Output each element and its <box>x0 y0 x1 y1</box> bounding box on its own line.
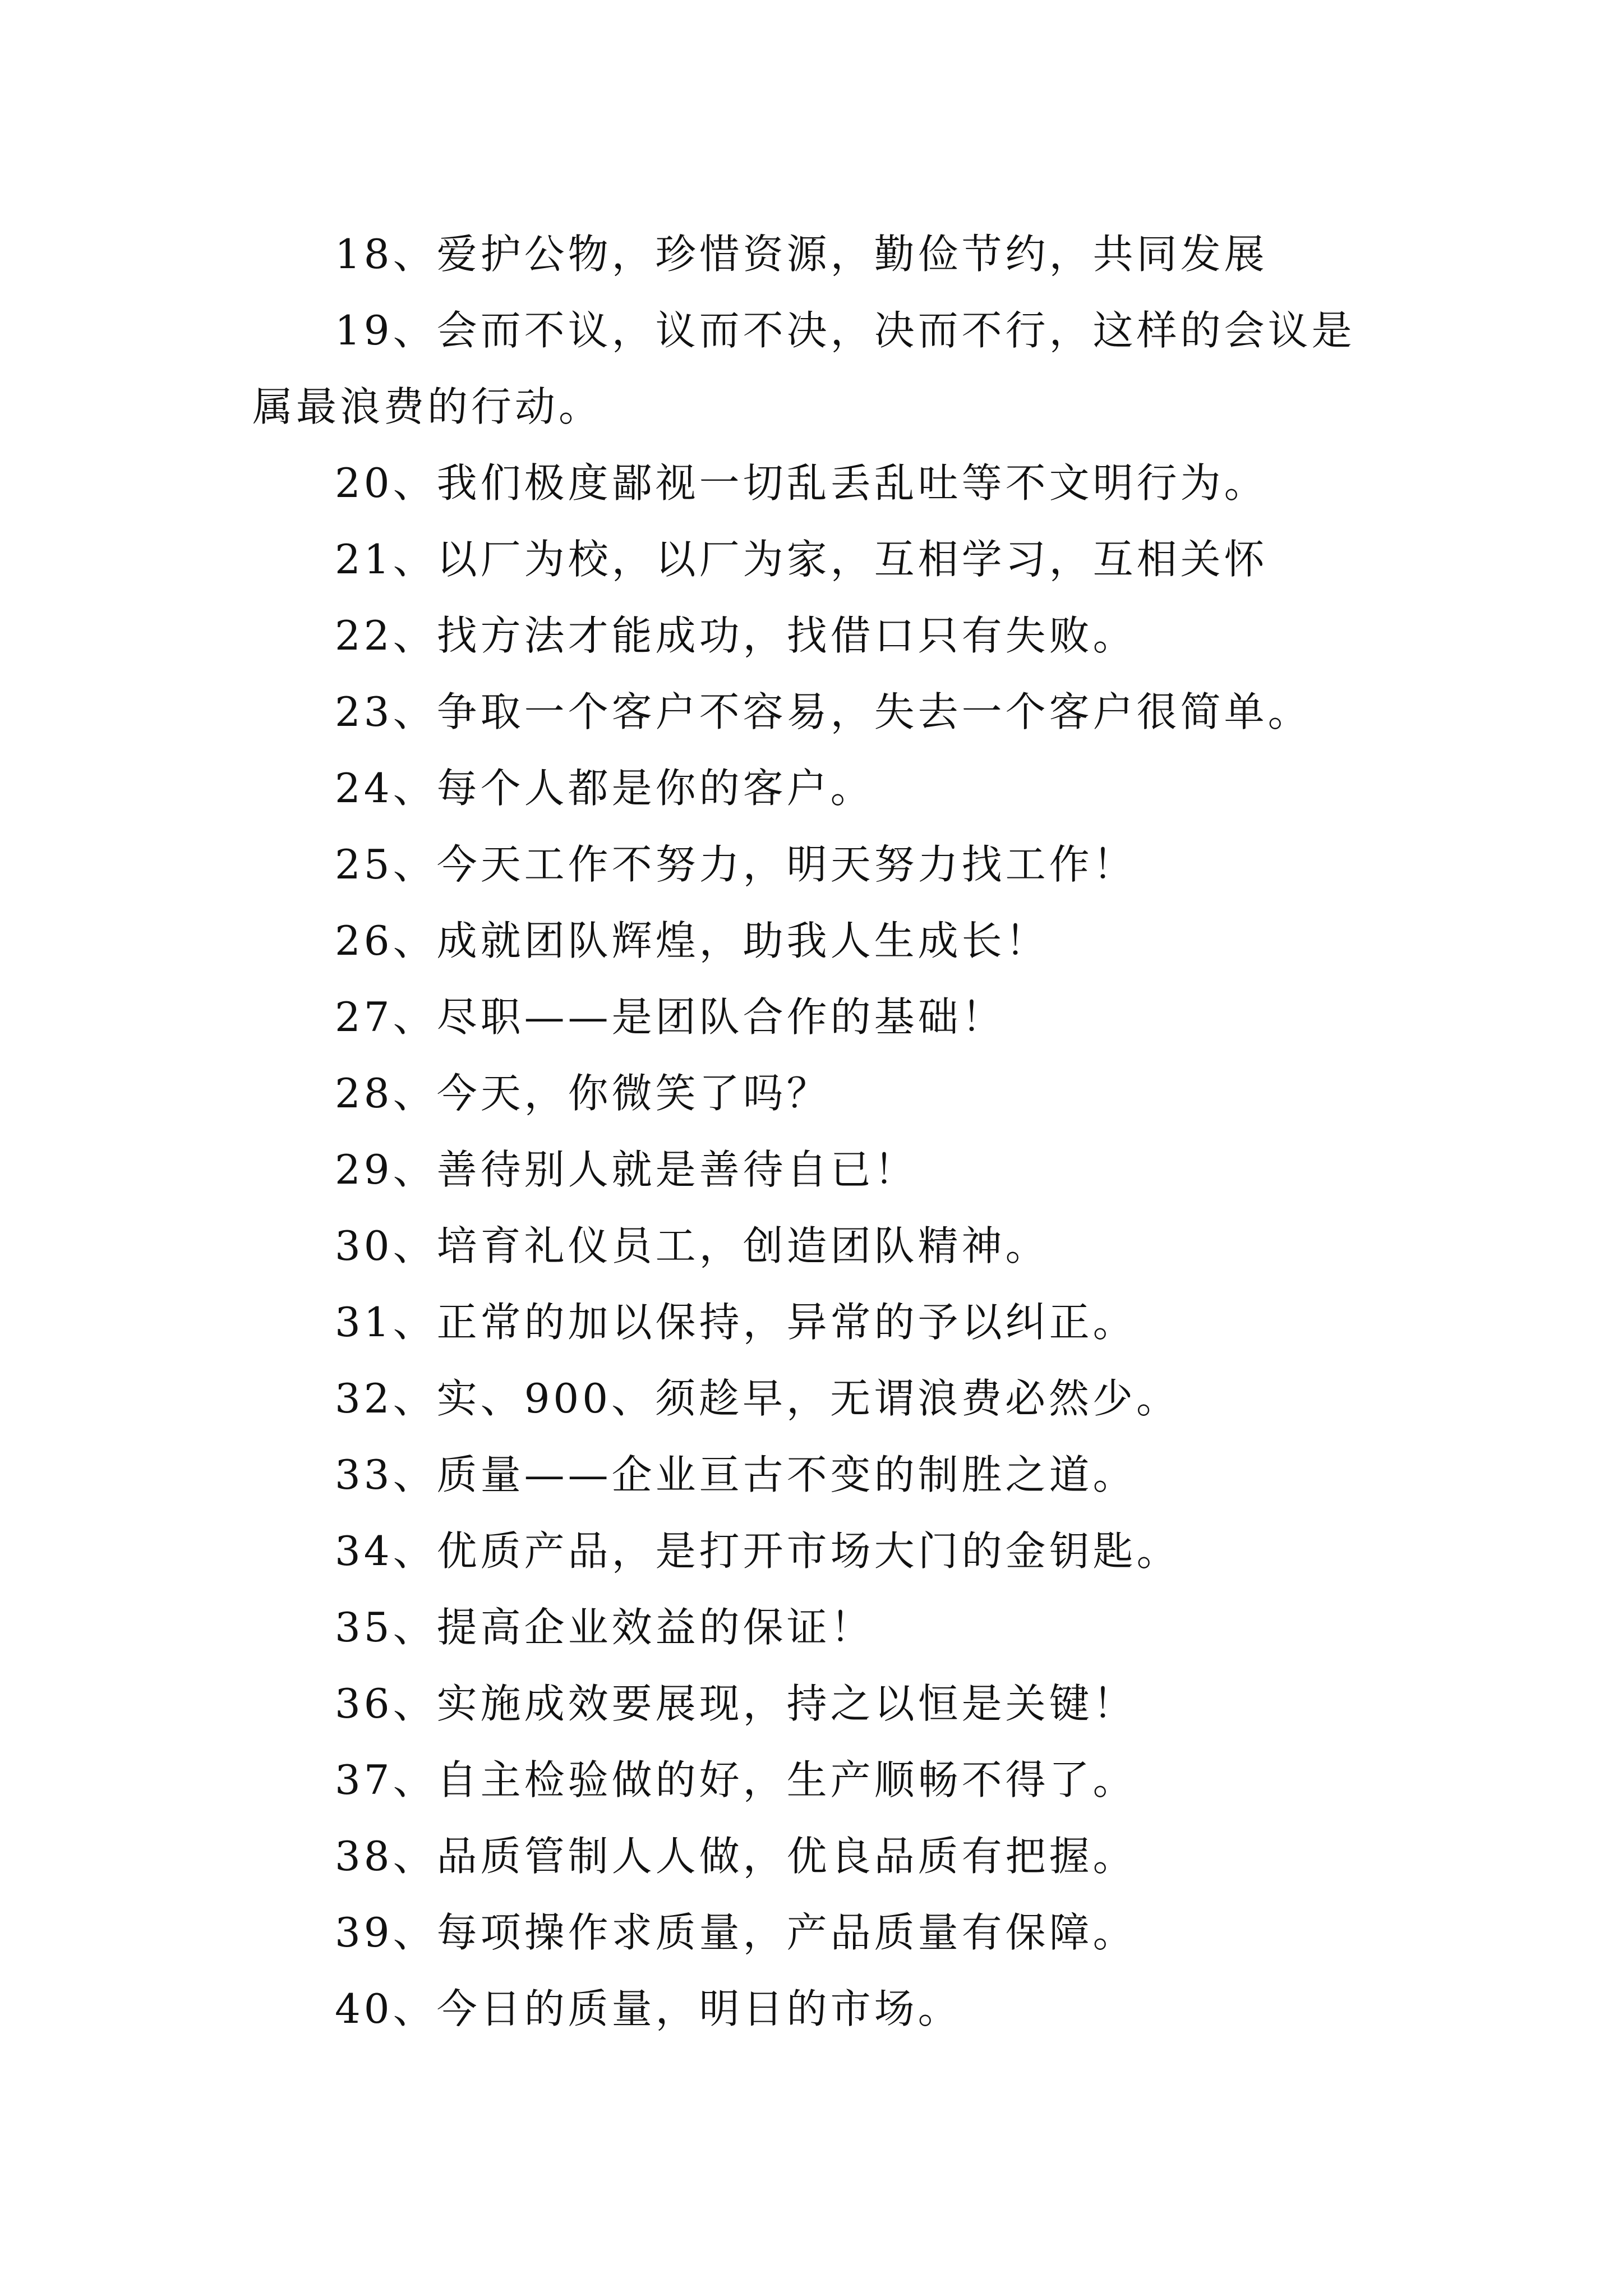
list-item: 37、自主检验做的好，生产顺畅不得了。 <box>335 1756 1137 1803</box>
list-item: 22、找方法才能成功，找借口只有失败。 <box>335 612 1137 659</box>
list-item: 31、正常的加以保持，异常的予以纠正。 <box>335 1299 1137 1346</box>
list-item: 24、每个人都是你的客户。 <box>335 765 874 812</box>
list-item: 25、今天工作不努力，明天努力找工作！ <box>335 841 1137 888</box>
list-item: 29、善待别人就是善待自已！ <box>335 1146 918 1193</box>
list-item: 30、培育礼仪员工，创造团队精神。 <box>335 1222 1049 1269</box>
list-item: 27、尽职——是团队合作的基础！ <box>335 993 1006 1041</box>
list-item: 20、我们极度鄙视一切乱丢乱吐等不文明行为。 <box>335 459 1268 507</box>
list-item: 35、提高企业效益的保证！ <box>335 1604 874 1651</box>
list-item: 26、成就团队辉煌，助我人生成长！ <box>335 917 1049 964</box>
list-item: 19、会而不议，议而不决，决而不行，这样的会议是属最浪费的行动。 <box>252 307 1355 430</box>
list-item: 28、今天，你微笑了吗？ <box>335 1070 831 1117</box>
list-item: 34、优质产品，是打开市场大门的金钥匙。 <box>335 1527 1181 1575</box>
list-item: 36、实施成效要展现，持之以恒是关键！ <box>335 1680 1137 1727</box>
list-item: 23、争取一个客户不容易，失去一个客户很简单。 <box>335 688 1312 735</box>
list-item: 33、质量——企业亘古不变的制胜之道。 <box>335 1451 1137 1498</box>
list-item: 18、爱护公物，珍惜资源，勤俭节约，共同发展 <box>335 231 1268 278</box>
list-item: 39、每项操作求质量，产品质量有保障。 <box>335 1909 1137 1956</box>
slogan-list <box>252 216 1394 2047</box>
list-item: 32、实、900、须趁早，无谓浪费必然少。 <box>335 1375 1181 1422</box>
list-item: 21、以厂为校，以厂为家，互相学习，互相关怀 <box>335 536 1268 583</box>
list-item: 40、今日的质量，明日的市场。 <box>335 1985 962 2032</box>
list-item: 38、品质管制人人做，优良品质有把握。 <box>335 1833 1137 1880</box>
